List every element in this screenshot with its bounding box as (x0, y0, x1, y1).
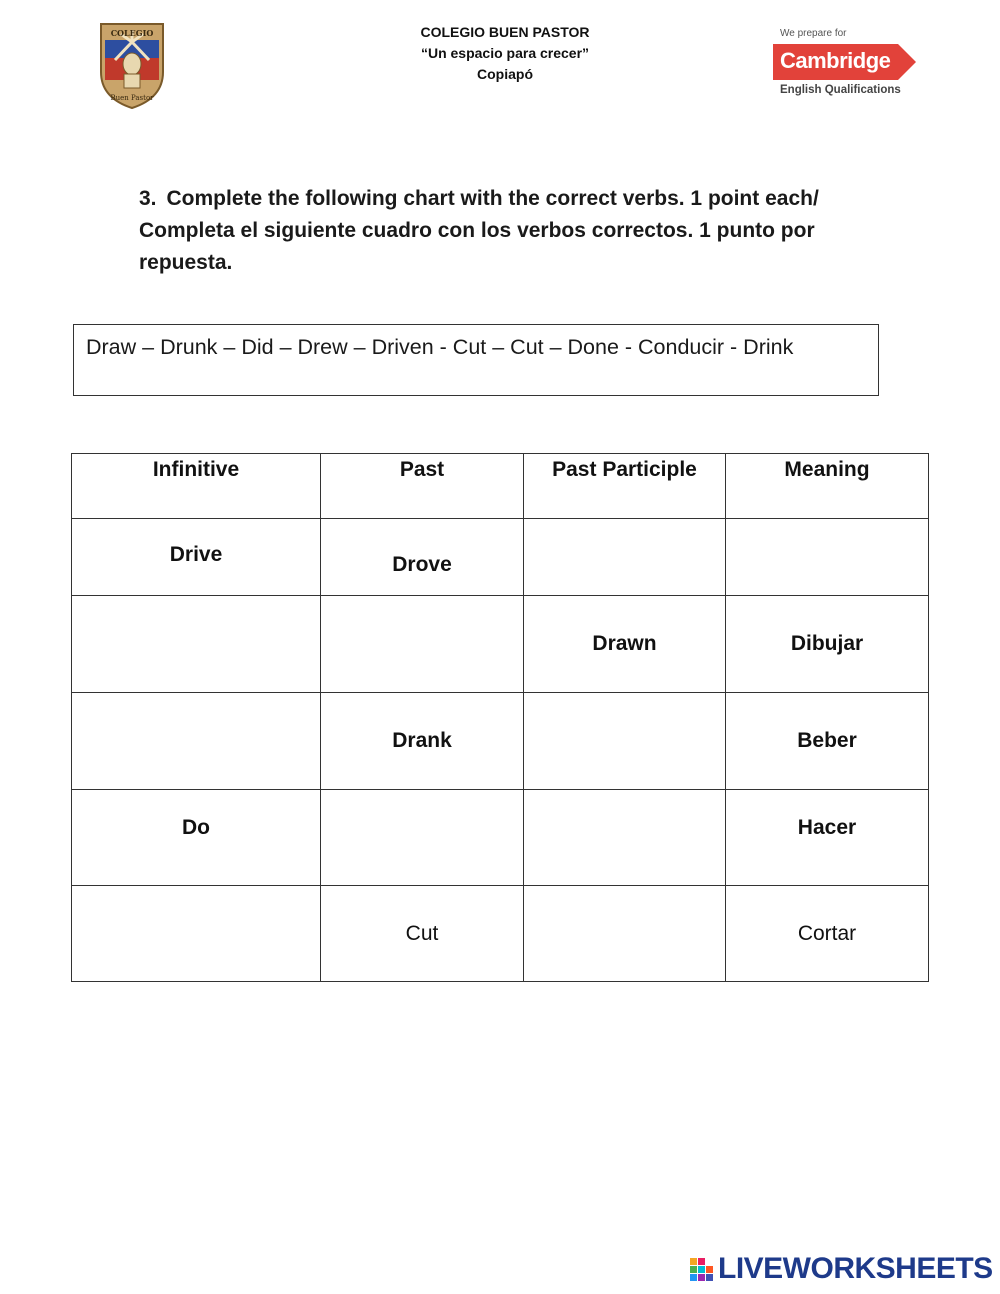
cell-infinitive: Drive (72, 519, 321, 596)
header-past: Past (321, 454, 524, 519)
answer-cell-past-participle[interactable] (524, 790, 726, 886)
cambridge-prepare-text: We prepare for (780, 28, 847, 39)
header-meaning: Meaning (726, 454, 929, 519)
cambridge-brand-text: Cambridge (780, 48, 891, 73)
school-motto: “Un espacio para crecer” (420, 45, 590, 61)
question-instruction (139, 183, 879, 279)
school-city: Copiapó (477, 66, 533, 82)
table-row (72, 693, 929, 790)
cambridge-sub-text: English Qualifications (780, 84, 901, 96)
table-row (72, 790, 929, 886)
cell-past-participle: Drawn (524, 596, 726, 693)
table-row (72, 519, 929, 596)
question-text: Complete the following chart with the correct verbs. 1 point each/ Completa el siguiente cuadro con los verbos correctos. 1 punto por repuesta. (139, 187, 819, 274)
cell-meaning: Dibujar (726, 596, 929, 693)
question-number: 3. (139, 187, 157, 210)
answer-cell-infinitive[interactable] (72, 693, 321, 790)
liveworksheets-blocks-icon (690, 1258, 716, 1282)
cell-past: Drank (321, 693, 524, 790)
header-past-participle: Past Participle (524, 454, 726, 519)
answer-cell-past[interactable] (321, 790, 524, 886)
answer-cell-past-participle[interactable] (524, 886, 726, 982)
answer-cell-past-participle[interactable] (524, 693, 726, 790)
answer-cell-infinitive[interactable] (72, 596, 321, 693)
svg-text:COLEGIO: COLEGIO (110, 28, 154, 38)
word-bank-box (73, 324, 879, 396)
header-infinitive: Infinitive (72, 454, 321, 519)
cell-infinitive: Do (72, 790, 321, 886)
table-row (72, 596, 929, 693)
table-row (72, 886, 929, 982)
cell-past: Cut (321, 886, 524, 982)
table-header-row (72, 454, 929, 519)
answer-cell-past-participle[interactable] (524, 519, 726, 596)
answer-cell-past[interactable] (321, 596, 524, 693)
school-crest-logo (95, 20, 169, 110)
cell-meaning: Cortar (726, 886, 929, 982)
cell-meaning: Beber (726, 693, 929, 790)
answer-cell-meaning[interactable] (726, 519, 929, 596)
verb-chart-table (71, 453, 929, 982)
liveworksheets-brand-text: LIVEWORKSHEETS (718, 1252, 993, 1285)
school-name: COLEGIO BUEN PASTOR (420, 24, 590, 40)
cambridge-logo (770, 26, 930, 102)
cell-meaning: Hacer (726, 790, 929, 886)
word-bank-text: Draw – Drunk – Did – Drew – Driven - Cut – Cut – Done - Conducir - Drink (86, 335, 794, 359)
cell-past: Drove (321, 519, 524, 596)
answer-cell-infinitive[interactable] (72, 886, 321, 982)
svg-text:Buen Pastor: Buen Pastor (110, 94, 154, 102)
school-header (380, 22, 630, 85)
